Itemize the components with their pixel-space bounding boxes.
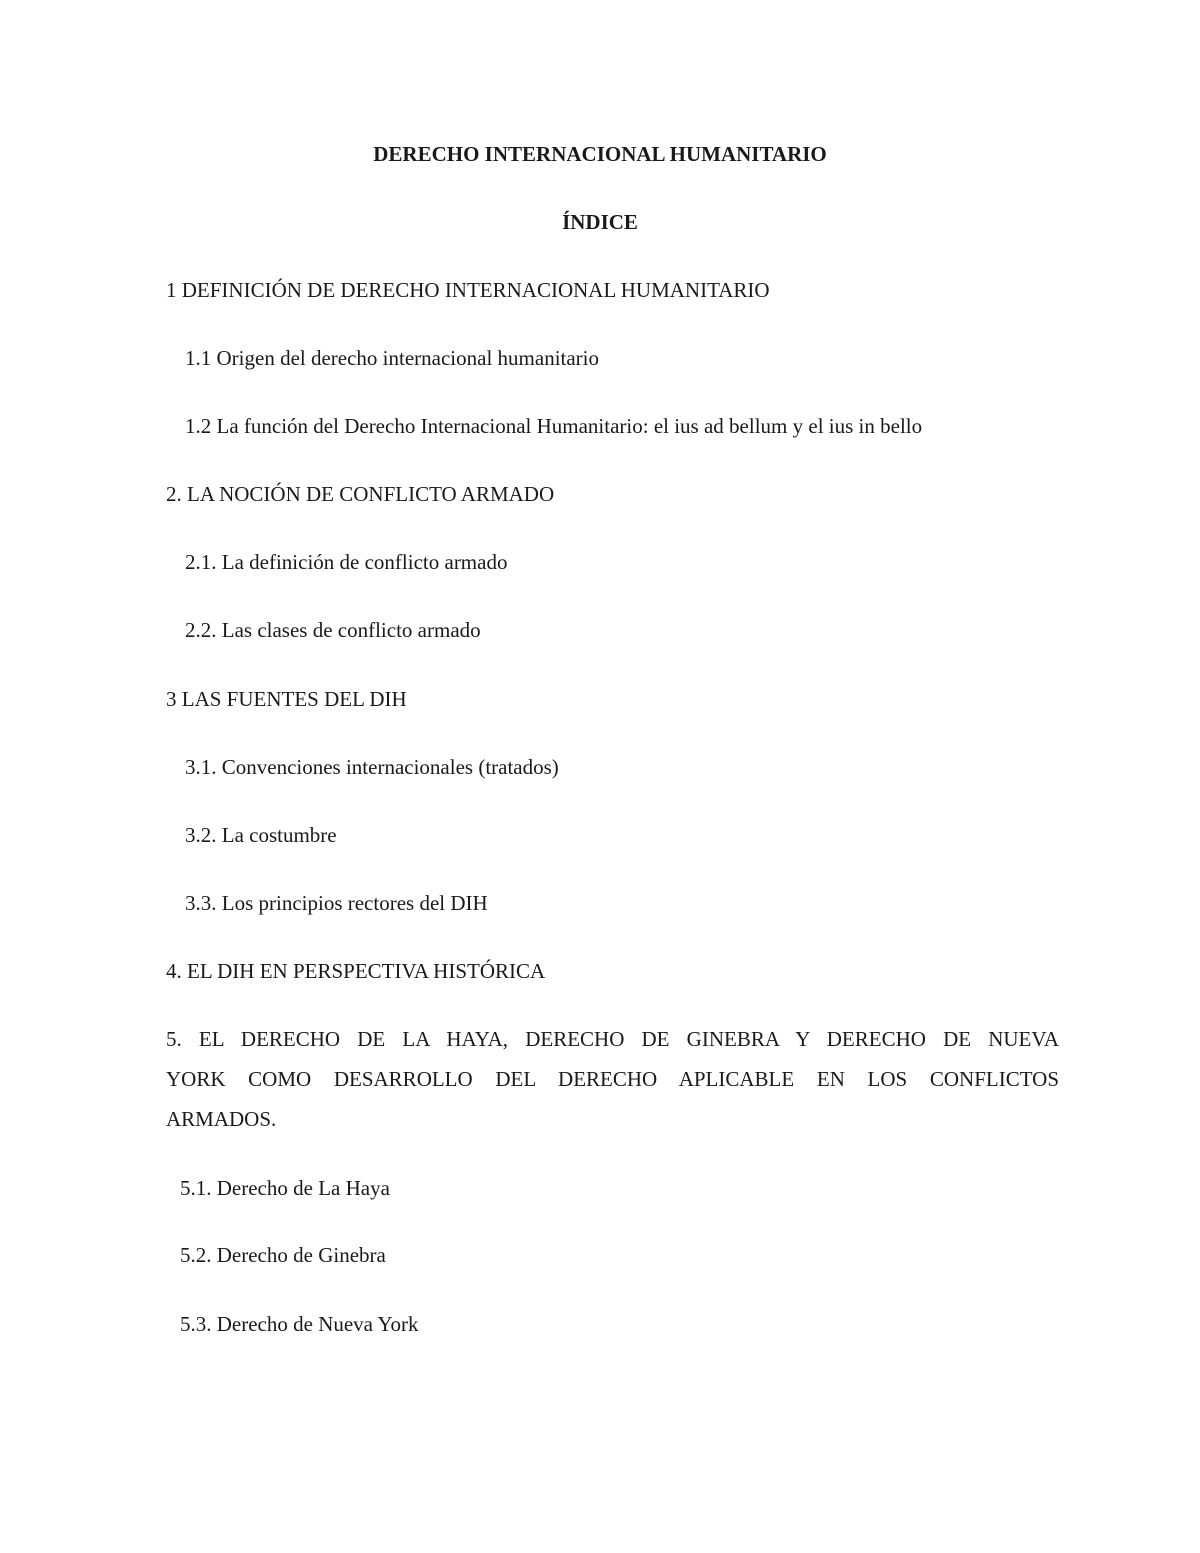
toc-entry-3-3: 3.3. Los principios rectores del DIH <box>185 891 488 915</box>
toc-entry-5-line-3: ARMADOS. <box>166 1107 277 1131</box>
toc-entry-5-line-1: 5. EL DERECHO DE LA HAYA, DERECHO DE GINEBRA Y DERECHO DE NUEVA <box>166 1027 1059 1051</box>
toc-entry-5-1: 5.1. Derecho de La Haya <box>180 1176 390 1200</box>
toc-entry-1-2: 1.2 La función del Derecho Internacional Humanitario: el ius ad bellum y el ius in bello <box>185 414 923 438</box>
toc-entry-3: 3 LAS FUENTES DEL DIH <box>166 687 407 711</box>
toc-entry-2-2: 2.2. Las clases de conflicto armado <box>185 618 481 642</box>
document-title: DERECHO INTERNACIONAL HUMANITARIO <box>373 142 827 166</box>
index-heading: ÍNDICE <box>562 210 638 234</box>
toc-entry-5-3: 5.3. Derecho de Nueva York <box>180 1312 419 1336</box>
toc-entry-1-1: 1.1 Origen del derecho internacional humanitario <box>185 346 600 370</box>
toc-entry-2: 2. LA NOCIÓN DE CONFLICTO ARMADO <box>166 482 555 506</box>
toc-entry-5-2: 5.2. Derecho de Ginebra <box>180 1243 386 1267</box>
toc-entry-2-1: 2.1. La definición de conflicto armado <box>185 550 508 574</box>
toc-entry-3-2: 3.2. La costumbre <box>185 823 337 847</box>
toc-entry-3-1: 3.1. Convenciones internacionales (tratados) <box>185 755 559 779</box>
toc-entry-1: 1 DEFINICIÓN DE DERECHO INTERNACIONAL HUMANITARIO <box>166 278 770 302</box>
toc-entry-4: 4. EL DIH EN PERSPECTIVA HISTÓRICA <box>166 959 546 983</box>
toc-entry-5-line-2: YORK COMO DESARROLLO DEL DERECHO APLICABLE EN LOS CONFLICTOS <box>166 1067 1059 1091</box>
toc-entry-5 <box>166 1019 1059 1139</box>
